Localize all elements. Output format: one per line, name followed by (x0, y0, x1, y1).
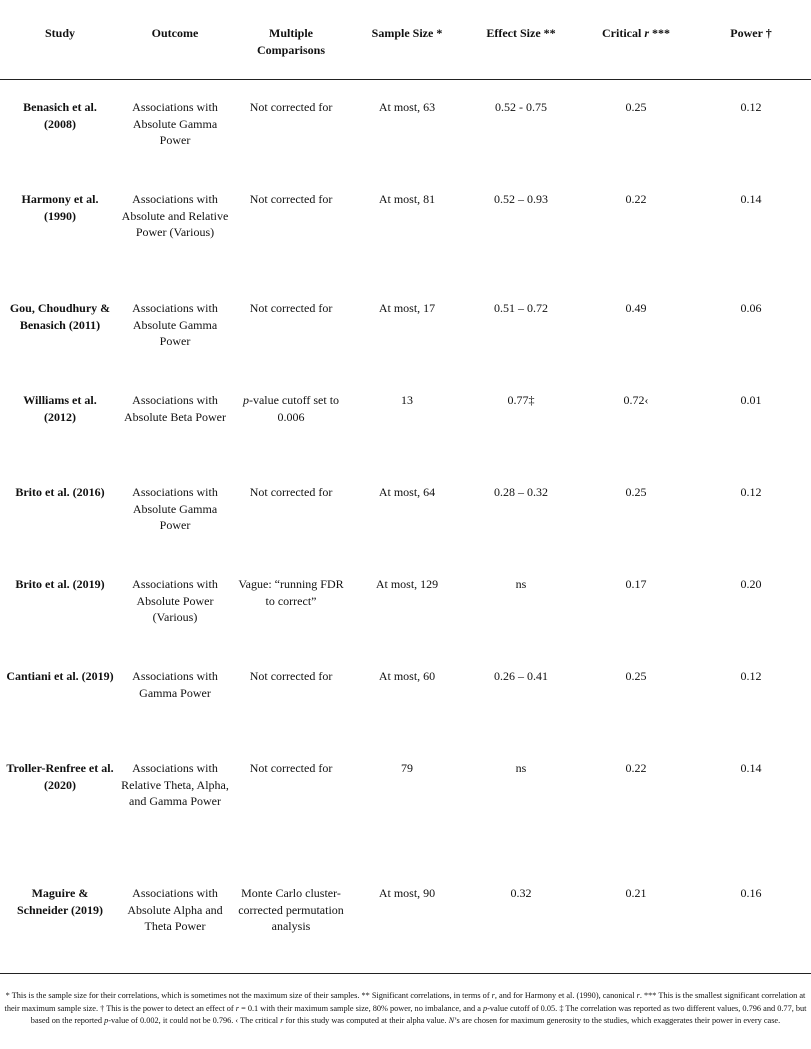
cell-power: 0.16 (740, 886, 762, 900)
header-critical-r-prefix: Critical (602, 26, 645, 40)
header-sample-size: Sample Size * (371, 26, 443, 40)
cell-outcome: Associations with Absolute Beta Power (124, 393, 226, 424)
cell-multiple-comparisons (236, 300, 346, 317)
cell-mc-text: Not corrected for (249, 301, 333, 315)
cell-outcome: Associations with Relative Theta, Alpha, and Gamma Power (121, 761, 229, 808)
cell-study: Williams et al. (2012) (23, 393, 97, 424)
header-power: Power † (730, 26, 772, 40)
header-multiple-comparisons: Multiple Comparisons (256, 26, 325, 57)
footnote-part: . *** This is the smallest significant correlation at their maximum sample size. † This is the power to detect an effect of (4, 991, 806, 1013)
cell-study: Brito et al. (2019) (15, 577, 105, 591)
cell-sample-size: 13 (401, 393, 413, 407)
footnote-part: -value cutoff of 0.05. ‡ The correlation was reported as two different values, 0.796 and 0.77, but based on the reported (30, 1003, 807, 1026)
cell-mc-text: Not corrected for (249, 669, 333, 683)
cell-power: 0.20 (740, 577, 762, 591)
cell-study: Troller-Renfree et al. (2020) (6, 761, 114, 792)
header-effect-size: Effect Size ** (486, 26, 556, 40)
footnote-var: p (104, 1016, 109, 1026)
cell-power: 0.14 (740, 761, 762, 775)
cell-sample-size: At most, 64 (378, 485, 436, 499)
cell-outcome: Associations with Absolute and Relative Power (Various) (121, 192, 229, 239)
cell-multiple-comparisons (236, 392, 346, 425)
table-header (0, 0, 811, 80)
footnote-part: , and for Harmony et al. (1990), canonical (494, 991, 637, 1000)
cell-sample-size: At most, 63 (378, 100, 436, 114)
footnote-part: -value of 0.002, it could not be 0.796. ‹ The critical (108, 1016, 281, 1026)
cell-critical-r: 0.21 (625, 886, 647, 900)
footnote-var: r (235, 1003, 239, 1013)
cell-multiple-comparisons (236, 99, 346, 116)
cell-sample-size: 79 (401, 761, 413, 775)
footnote-var: N (448, 1016, 455, 1026)
header-study: Study (44, 26, 76, 40)
cell-multiple-comparisons (236, 576, 346, 609)
cell-effect-size: 0.32 (510, 886, 532, 900)
cell-critical-r: 0.72‹ (623, 393, 649, 407)
cell-outcome: Associations with Absolute Alpha and Theta Power (127, 886, 223, 933)
footnote-part: * This is the sample size for their correlations, which is sometimes not the maximum size of their samples. ** Significant correlations, in terms of (5, 991, 492, 1000)
header-outcome: Outcome (151, 26, 199, 40)
cell-multiple-comparisons (236, 484, 346, 501)
footnote-part: ’s are chosen for maximum generosity to the studies, which exaggerates their power in every case. (454, 1016, 781, 1026)
cell-study: Cantiani et al. (2019) (6, 669, 114, 683)
cell-power: 0.12 (740, 100, 762, 114)
cell-multiple-comparisons (236, 191, 346, 208)
cell-critical-r: 0.25 (625, 100, 647, 114)
cell-outcome: Associations with Absolute Gamma Power (132, 301, 218, 348)
cell-study: Brito et al. (2016) (15, 485, 105, 499)
cell-effect-size: 0.52 – 0.93 (494, 192, 548, 206)
cell-effect-size: 0.52 - 0.75 (495, 100, 547, 114)
header-critical-r (581, 25, 691, 42)
cell-mc-text: Not corrected for (249, 485, 333, 499)
cell-critical-r: 0.17 (625, 577, 647, 591)
cell-outcome: Associations with Absolute Power (Various) (132, 577, 218, 624)
footnote-var: r (636, 991, 640, 1000)
cell-study: Maguire & Schneider (2019) (16, 886, 104, 917)
cell-outcome: Associations with Absolute Gamma Power (132, 485, 218, 532)
cell-study: Gou, Choudhury & Benasich (2011) (9, 301, 111, 332)
cell-mc-text: Monte Carlo cluster-corrected permutation analysis (238, 886, 344, 933)
cell-mc-text: -value cutoff set to 0.006 (248, 393, 340, 424)
cell-sample-size: At most, 60 (378, 669, 436, 683)
cell-sample-size: At most, 129 (375, 577, 439, 591)
cell-critical-r: 0.22 (625, 761, 647, 775)
cell-study: Benasich et al. (2008) (23, 100, 97, 131)
cell-effect-size: ns (515, 577, 527, 591)
footnote-var: p (482, 1003, 488, 1013)
cell-power: 0.12 (740, 669, 762, 683)
footnote-var: r (491, 991, 495, 1000)
cell-multiple-comparisons (236, 668, 346, 685)
cell-power: 0.14 (740, 192, 762, 206)
cell-study: Harmony et al. (1990) (21, 192, 99, 223)
cell-sample-size: At most, 90 (378, 886, 436, 900)
cell-critical-r: 0.49 (625, 301, 647, 315)
cell-multiple-comparisons (236, 760, 346, 777)
footnote-part: for this study was computed at their alpha value. (283, 1016, 449, 1026)
cell-effect-size: 0.28 – 0.32 (494, 485, 548, 499)
cell-effect-size: 0.26 – 0.41 (494, 669, 548, 683)
cell-sample-size: At most, 17 (378, 301, 436, 315)
table-footnote (0, 973, 811, 1049)
cell-mc-prefix: p (242, 393, 249, 407)
cell-outcome: Associations with Absolute Gamma Power (132, 100, 218, 147)
header-critical-r-suffix: *** (649, 26, 670, 40)
cell-effect-size: 0.77‡ (507, 393, 535, 407)
footnote-text (4, 990, 807, 1028)
footnote-var: r (280, 1016, 284, 1026)
cell-critical-r: 0.25 (625, 485, 647, 499)
cell-mc-text: Not corrected for (249, 192, 333, 206)
cell-mc-text: Not corrected for (249, 761, 333, 775)
cell-multiple-comparisons (236, 885, 346, 935)
cell-power: 0.12 (740, 485, 762, 499)
header-critical-r-var: r (644, 26, 649, 40)
cell-mc-text: Vague: “running FDR to correct” (238, 577, 344, 608)
cell-power: 0.01 (740, 393, 762, 407)
cell-effect-size: 0.51 – 0.72 (494, 301, 548, 315)
cell-critical-r: 0.25 (625, 669, 647, 683)
cell-effect-size: ns (515, 761, 527, 775)
cell-power: 0.06 (740, 301, 762, 315)
cell-mc-text: Not corrected for (249, 100, 333, 114)
cell-critical-r: 0.22 (625, 192, 647, 206)
cell-outcome: Associations with Gamma Power (132, 669, 218, 700)
footnote-part: = 0.1 with their maximum sample size, 80% power, no imbalance, and a (239, 1003, 483, 1013)
cell-sample-size: At most, 81 (378, 192, 436, 206)
